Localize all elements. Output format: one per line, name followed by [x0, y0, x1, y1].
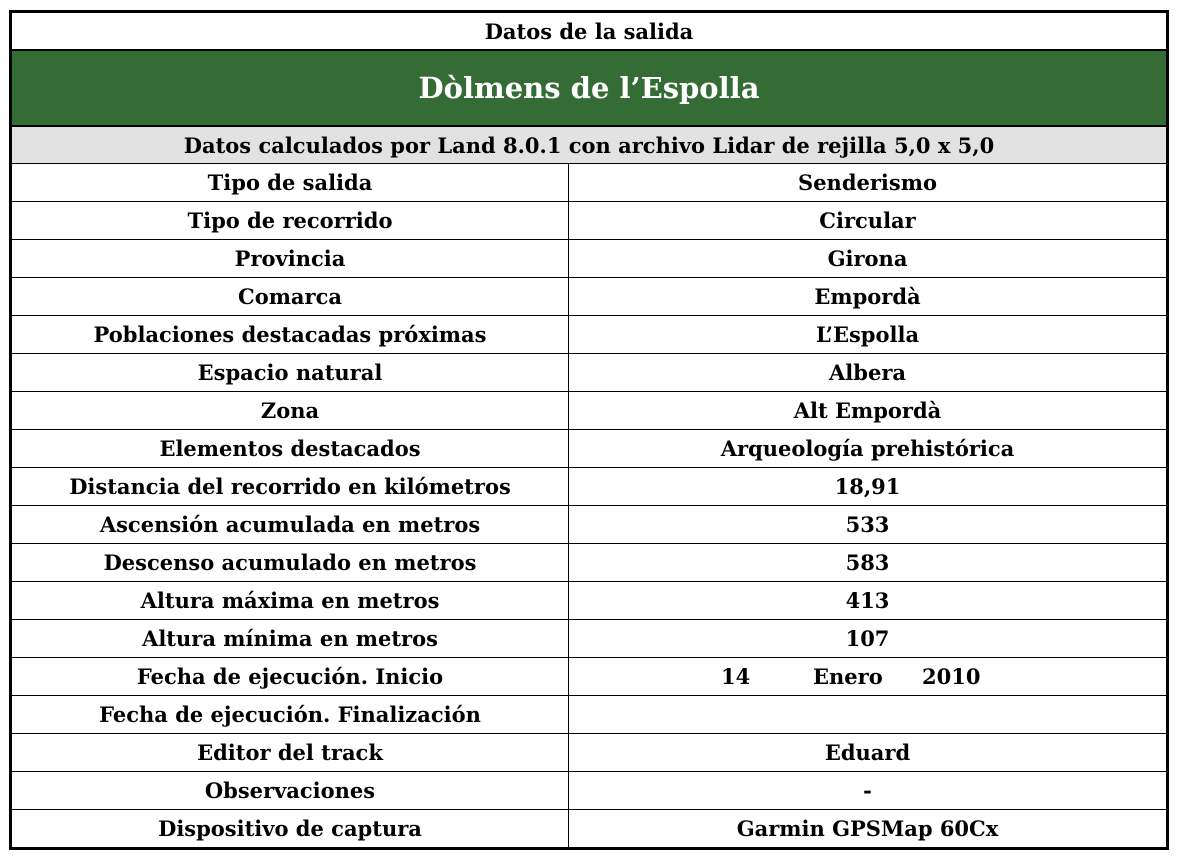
route-data-table: [9, 10, 1169, 850]
table-row: [12, 658, 1166, 696]
row-value-editor: Eduard: [824, 740, 911, 765]
date-year: 2010: [922, 664, 981, 689]
row-value-elementos: Arqueología prehistórica: [720, 436, 1015, 461]
table-row: [12, 392, 1166, 430]
row-label-ascension: Ascensión acumulada en metros: [12, 506, 569, 543]
row-label-fecha-finalizacion: Fecha de ejecución. Finalización: [12, 696, 569, 733]
row-label-descenso: Descenso acumulado en metros: [12, 544, 569, 581]
table-row: [12, 468, 1166, 506]
table-row: [12, 506, 1166, 544]
row-value-fecha-inicio: [569, 658, 1166, 695]
row-label-zona: Zona: [12, 392, 569, 429]
row-label-comarca: Comarca: [12, 278, 569, 315]
table-row: [12, 202, 1166, 240]
row-value-tipo-recorrido: Circular: [819, 208, 916, 233]
row-label-altura-maxima: Altura máxima en metros: [12, 582, 569, 619]
row-value-tipo-salida: Senderismo: [798, 170, 937, 195]
row-label-tipo-recorrido: Tipo de recorrido: [12, 202, 569, 239]
table-row: [12, 810, 1166, 847]
table-row: [12, 696, 1166, 734]
table-row: [12, 734, 1166, 772]
table-row: [12, 164, 1166, 202]
row-label-dispositivo: Dispositivo de captura: [12, 810, 569, 847]
row-value-poblaciones: L’Espolla: [815, 322, 920, 347]
row-value-fecha-finalizacion: [569, 696, 1166, 733]
row-value-distancia: 18,91: [834, 474, 901, 499]
row-label-poblaciones: Poblaciones destacadas próximas: [12, 316, 569, 353]
route-title: Dòlmens de l’Espolla: [12, 51, 1166, 127]
table-row: [12, 620, 1166, 658]
row-label-editor: Editor del track: [12, 734, 569, 771]
row-value-altura-maxima: 413: [845, 588, 890, 613]
table-row: [12, 354, 1166, 392]
row-value-observaciones: -: [863, 778, 872, 803]
row-label-provincia: Provincia: [12, 240, 569, 277]
row-value-descenso: 583: [845, 550, 890, 575]
row-label-altura-minima: Altura mínima en metros: [12, 620, 569, 657]
row-label-fecha-inicio: Fecha de ejecución. Inicio: [12, 658, 569, 695]
row-value-provincia: Girona: [827, 246, 908, 271]
row-value-zona: Alt Empordà: [793, 398, 942, 423]
calculation-note: Datos calculados por Land 8.0.1 con archivo Lidar de rejilla 5,0 x 5,0: [12, 127, 1166, 164]
table-row: [12, 240, 1166, 278]
row-value-ascension: 533: [845, 512, 890, 537]
table-row: [12, 316, 1166, 354]
row-label-espacio-natural: Espacio natural: [12, 354, 569, 391]
row-value-comarca: Empordà: [814, 284, 921, 309]
table-row: [12, 582, 1166, 620]
row-value-dispositivo: Garmin GPSMap 60Cx: [736, 816, 999, 841]
date-day: 14: [721, 664, 751, 689]
row-label-elementos: Elementos destacados: [12, 430, 569, 467]
row-label-observaciones: Observaciones: [12, 772, 569, 809]
table-row: [12, 544, 1166, 582]
table-row: [12, 772, 1166, 810]
date-month: Enero: [813, 664, 883, 689]
row-label-tipo-salida: Tipo de salida: [12, 164, 569, 201]
row-value-espacio-natural: Albera: [829, 360, 906, 385]
table-row: [12, 430, 1166, 468]
row-value-altura-minima: 107: [845, 626, 890, 651]
table-row: [12, 278, 1166, 316]
row-label-distancia: Distancia del recorrido en kilómetros: [12, 468, 569, 505]
table-header: Datos de la salida: [12, 13, 1166, 51]
